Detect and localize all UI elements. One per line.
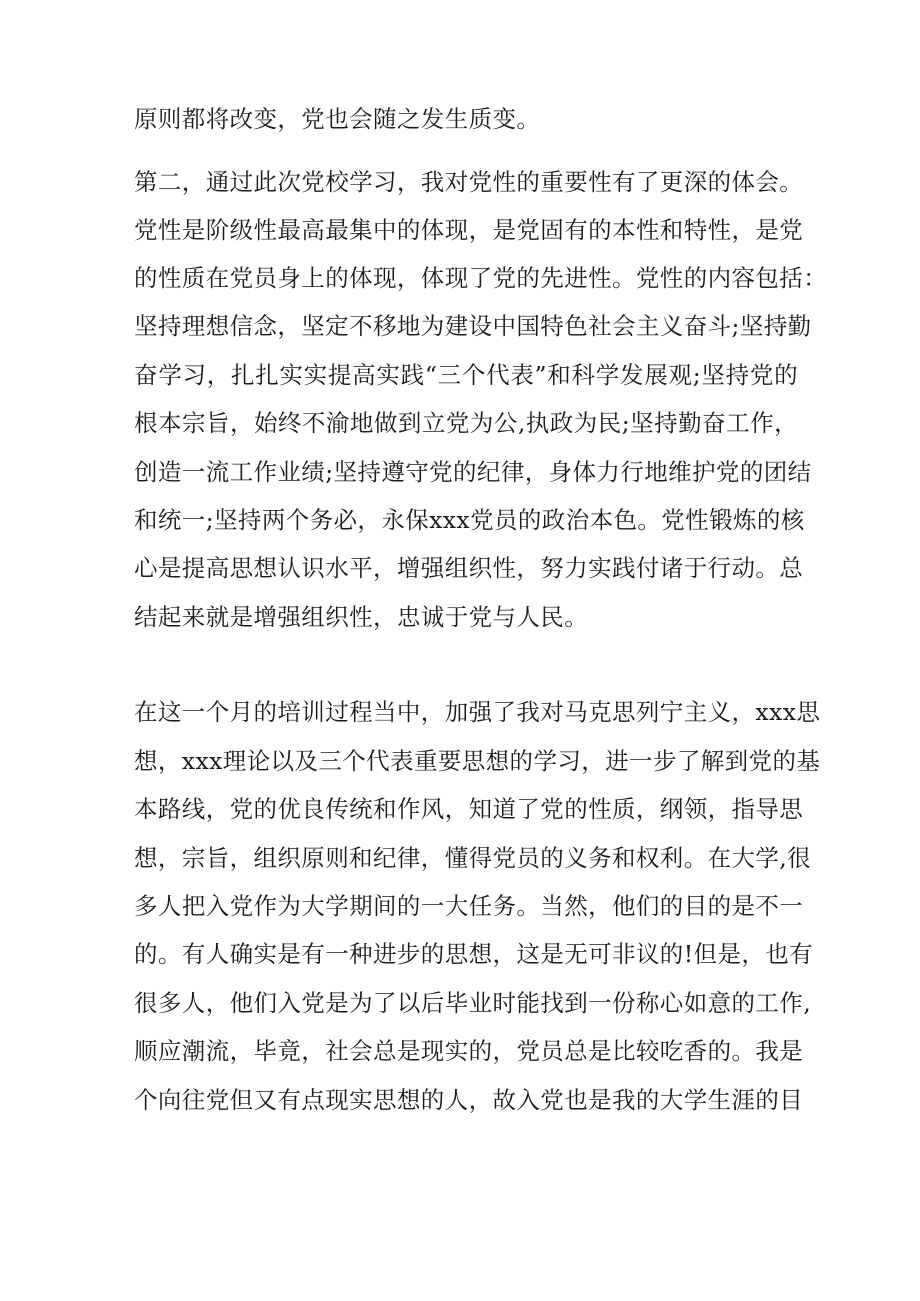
text-line: 原则都将改变，党也会随之发生质变。	[134, 105, 541, 133]
text-line: 第二，通过此次党校学习，我对党性的重要性有了更深的体会。	[134, 168, 804, 196]
text-line: 多人把入党作为大学期间的一大任务。当然，他们的目的是不一	[134, 892, 804, 920]
text-line: 个向往党但又有点现实思想的人，故入党也是我的大学生涯的目	[134, 1086, 804, 1114]
text-line: 顺应潮流，毕竟，社会总是现实的，党员总是比较吃香的。我是	[134, 1037, 804, 1065]
text-line: 结起来就是增强组织性，忠诚于党与人民。	[134, 603, 589, 631]
text-line: 奋学习，扎扎实实提高实践“三个代表”和科学发展观;坚持党的	[134, 361, 798, 389]
text-line: 党性是阶级性最高最集中的体现，是党固有的本性和特性，是党	[134, 216, 804, 244]
text-line: 根本宗旨，始终不渝地做到立党为公,执政为民;坚持勤奋工作，	[134, 409, 798, 437]
text-line: 在这一个月的培训过程当中，加强了我对马克思列宁主义，xxx思	[134, 698, 821, 726]
text-line: 想，宗旨，组织原则和纪律，懂得党员的义务和权利。在大学,很	[134, 844, 812, 872]
text-line: 的性质在党员身上的体现，体现了党的先进性。党性的内容包括：	[134, 264, 828, 292]
text-line: 想，xxx理论以及三个代表重要思想的学习，进一步了解到党的基	[134, 747, 821, 775]
text-line: 坚持理想信念，坚定不移地为建设中国特色社会主义奋斗;坚持勤	[134, 312, 812, 340]
text-line: 和统一;坚持两个务必，永保xxx党员的政治本色。党性锻炼的核	[134, 506, 805, 534]
text-line: 心是提高思想认识水平，增强组织性，努力实践付诸于行动。总	[134, 554, 804, 582]
text-line: 的。有人确实是有一种进步的思想，这是无可非议的!但是，也有	[134, 940, 814, 968]
text-line: 创造一流工作业绩;坚持遵守党的纪律，身体力行地维护党的团结	[134, 458, 812, 486]
text-line: 很多人，他们入党是为了以后毕业时能找到一份称心如意的工作,	[134, 989, 812, 1017]
text-line: 本路线，党的优良传统和作风，知道了党的性质，纲领，指导思	[134, 795, 804, 823]
